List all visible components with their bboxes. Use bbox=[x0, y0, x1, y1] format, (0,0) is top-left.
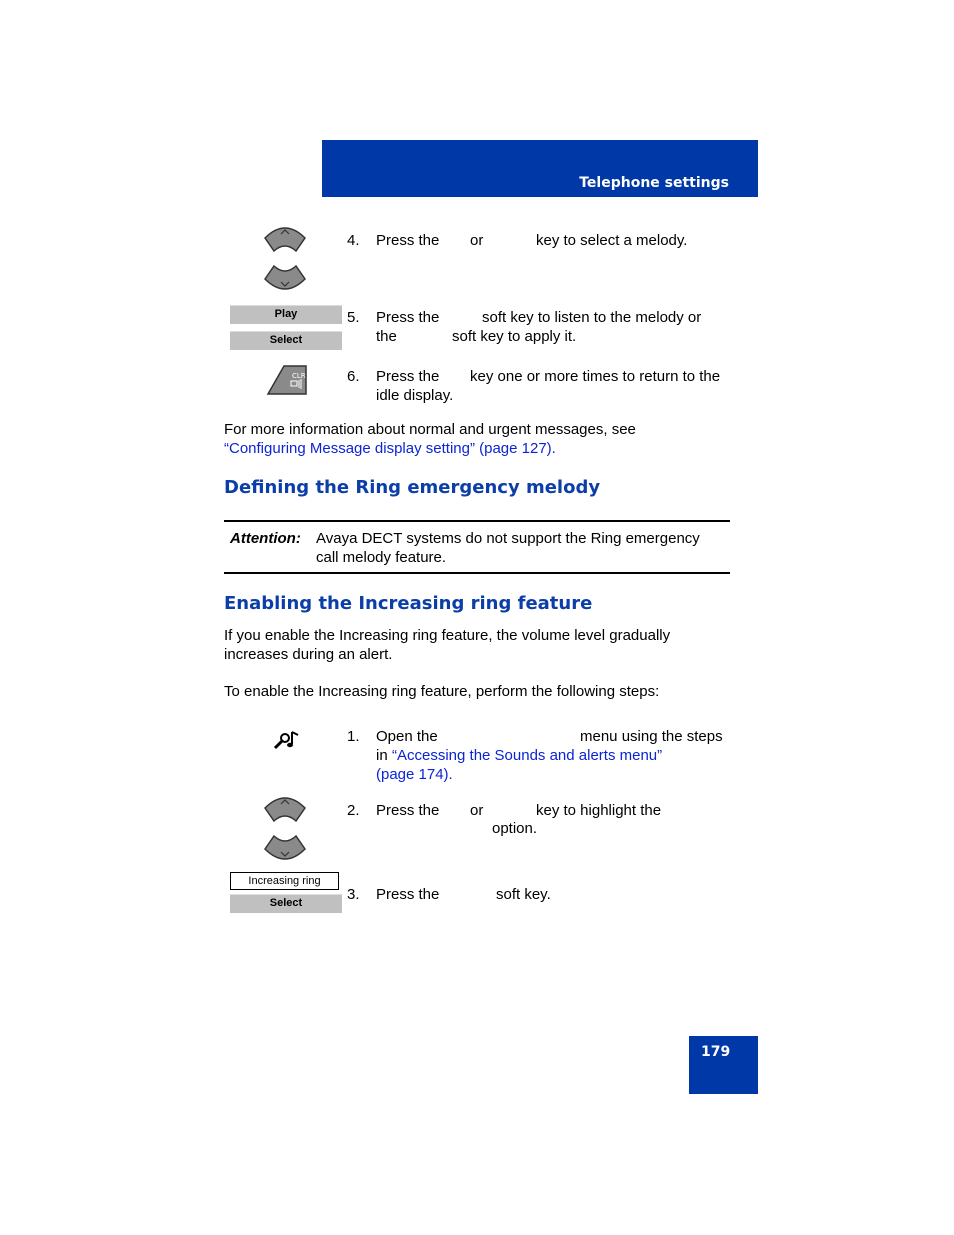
header-title: Telephone settings bbox=[579, 175, 729, 191]
play-softkey[interactable]: Play bbox=[230, 305, 342, 324]
select-softkey[interactable]: Select bbox=[230, 331, 342, 350]
accessing-sounds-link[interactable]: “Accessing the Sounds and alerts menu” bbox=[392, 747, 663, 764]
body-text: If you enable the Increasing ring feature, the volume level gradually bbox=[224, 627, 671, 644]
section-heading: Enabling the Increasing ring feature bbox=[224, 593, 593, 614]
step-number: 6. bbox=[347, 368, 360, 385]
section-heading: Defining the Ring emergency melody bbox=[224, 477, 601, 498]
page-number-box bbox=[689, 1036, 758, 1094]
nav-up-key-icon bbox=[262, 794, 308, 824]
body-text: To enable the Increasing ring feature, perform the following steps: bbox=[224, 683, 660, 700]
step-text: Open the bbox=[376, 728, 438, 745]
step-text: Press the bbox=[376, 309, 440, 326]
step-text: soft key to apply it. bbox=[452, 328, 577, 345]
attention-rule-bottom bbox=[224, 572, 730, 574]
step-text: Press the bbox=[376, 368, 440, 385]
step-text: Press the bbox=[376, 232, 440, 249]
header-band bbox=[322, 140, 758, 197]
accessing-sounds-link-page[interactable]: (page 174). bbox=[376, 766, 453, 783]
step-text: the bbox=[376, 328, 397, 345]
info-text: For more information about normal and urgent messages, see bbox=[224, 421, 636, 438]
step-text: soft key to listen to the melody or bbox=[482, 309, 702, 326]
step-text: key to highlight the bbox=[536, 802, 662, 819]
sounds-alerts-menu-icon bbox=[272, 728, 302, 752]
step-text: menu using the steps bbox=[580, 728, 723, 745]
step-text: idle display. bbox=[376, 387, 454, 404]
step-text: Press the bbox=[376, 886, 440, 903]
step-text: Press the bbox=[376, 802, 440, 819]
step-number: 2. bbox=[347, 802, 360, 819]
step-text: key one or more times to return to the bbox=[470, 368, 721, 385]
attention-text: call melody feature. bbox=[316, 549, 447, 566]
step-text: or bbox=[470, 232, 484, 249]
step-number: 4. bbox=[347, 232, 360, 249]
select-softkey[interactable]: Select bbox=[230, 894, 342, 913]
configuring-message-display-link[interactable]: “Configuring Message display setting” (page 127). bbox=[224, 440, 556, 457]
step-text: or bbox=[470, 802, 484, 819]
increasing-ring-display-item: Increasing ring bbox=[230, 872, 339, 890]
clr-key-label: CLR bbox=[292, 372, 306, 380]
clr-key-icon bbox=[266, 364, 308, 396]
step-text: option. bbox=[492, 820, 538, 837]
nav-down-key-icon bbox=[262, 263, 308, 293]
step-text: key to select a melody. bbox=[536, 232, 688, 249]
page-number: 179 bbox=[701, 1044, 731, 1060]
step-number: 3. bbox=[347, 886, 360, 903]
step-number: 5. bbox=[347, 309, 360, 326]
body-text: increases during an alert. bbox=[224, 646, 393, 663]
step-number: 1. bbox=[347, 728, 360, 745]
attention-label: Attention: bbox=[230, 530, 301, 547]
step-text: soft key. bbox=[496, 886, 551, 903]
nav-down-key-icon bbox=[262, 833, 308, 863]
attention-text: Avaya DECT systems do not support the Ring emergency bbox=[316, 530, 700, 547]
attention-rule-top bbox=[224, 520, 730, 522]
step-text: in bbox=[376, 747, 388, 764]
nav-up-key-icon bbox=[262, 224, 308, 254]
